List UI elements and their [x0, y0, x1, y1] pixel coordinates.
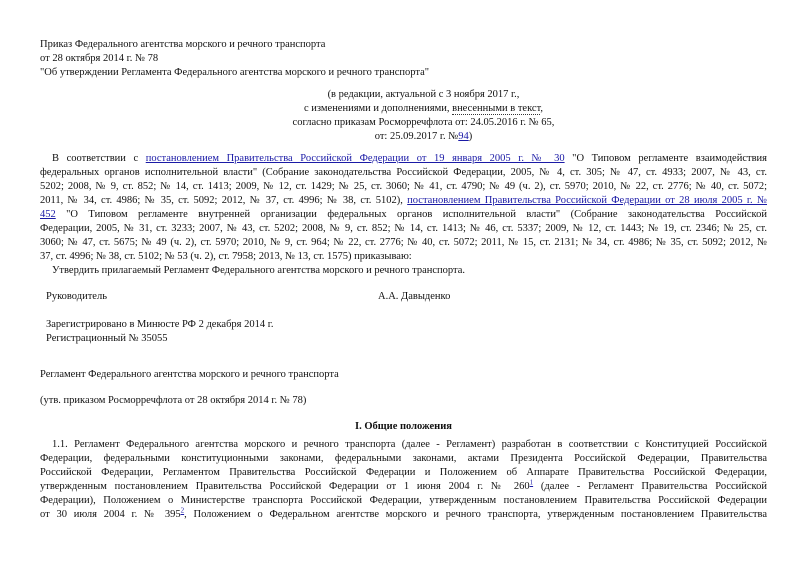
clause-1-1-line-6 [40, 508, 767, 522]
clause-1-1-line-1: 1.1. Регламент Федерального агентства морского и речного транспорта (далее - Регламент) разработан в соответствии с Конституцией Российской [52, 439, 767, 450]
edition-line-4-text: от: 25.09.2017 г. № [374, 131, 459, 142]
registration-line-2: Регистрационный № 35055 [46, 333, 168, 344]
clause-text: утвержденным постановлением Правительства Российской Федерации от 1 июня 2004 г. № 260 [40, 481, 530, 492]
preamble-text: "О Типовом регламенте внутренней организации федеральных органов исполнительной власти" (Собрание законодательства Российской [55, 209, 767, 220]
doc-title-line-3: "Об утверждении Регламента Федерального агентства морского и речного транспорта" [40, 67, 430, 78]
clause-text: , Положением о Федеральном агентстве морского и речного транспорта, утвержденным постановлением Правительства [184, 509, 767, 520]
edition-line-3: согласно приказам Росморречфлота от: 24.05.2016 г. № 65, [292, 117, 555, 128]
regulation-title: Регламент Федерального агентства морского и речного транспорта [40, 369, 339, 380]
clause-1-1-line-5: Федерации), Положением о Министерстве транспорта Российской Федерации, утвержденным постановлением Правительства Российской Федерации [40, 495, 767, 506]
edition-line-2-comma: , [540, 103, 543, 114]
footnote-2-link[interactable]: 2 [180, 506, 185, 515]
registration-line-1: Зарегистрировано в Минюсте РФ 2 декабря 2014 г. [46, 319, 274, 330]
decree-452-link[interactable]: постановлением Правительства Российской Федерации от 28 июля 2005 г. № [407, 195, 767, 206]
decree-452-link-number[interactable]: 452 [40, 209, 56, 220]
preamble-line-6: Федерации, 2005, № 31, ст. 3233; 2007, № 43, ст. 5202; 2008, № 9, ст. 852; № 14, ст. 1413; № 46, ст. 5337; 2009, № 12, ст. 1443; № 19, ст. 2346; № 25, ст. [40, 223, 767, 234]
clause-1-1-line-4 [40, 480, 767, 494]
preamble-text: 2011, № 34, ст. 4986; № 35, ст. 5092; 2012, № 37, ст. 4996; № 38, ст. 5102), [40, 195, 408, 206]
signature-role: Руководитель [46, 291, 107, 302]
preamble-line-5 [40, 208, 767, 222]
preamble-text: "О Типовом регламенте взаимодействия [564, 153, 767, 164]
preamble-line-2: федеральных органов исполнительной власти" (Собрание законодательства Российской Федерации, 2005, № 4, ст. 305; № 47, ст. 4933; 2007, № 43, ст. [40, 167, 767, 178]
edition-line-4 [20, 130, 807, 144]
footnote-1-link[interactable]: 1 [529, 478, 534, 487]
clause-1-1-line-3: Российской Федерации, Регламентом Правительства Российской Федерации и Положением об Аппарате Правительства Российской Федерации, [40, 467, 767, 478]
decree-30-link[interactable]: постановлением Правительства Российской Федерации от 19 января 2005 г. № 30 [145, 153, 565, 164]
amendments-link[interactable]: внесенными в текст [452, 103, 541, 114]
preamble-line-1 [52, 152, 767, 166]
doc-title-line-2: от 28 октября 2014 г. № 78 [40, 53, 159, 64]
preamble-line-3: 5202; 2008, № 9, ст. 852; № 14, ст. 1413; 2009, № 12, ст. 1429; № 25, ст. 3060; № 41, ст. 4790; № 49 (ч. 2), ст. 5970; 2010, № 22, ст. 2776; № 40, ст. 5072; [40, 181, 767, 192]
preamble-line-7: 3060; № 47, ст. 5675; № 49 (ч. 2), ст. 5970; 2010, № 9, ст. 964; № 22, ст. 2776; № 40, ст. 5072; 2011, № 15, ст. 2131; № 34, ст. 4986; № 35, ст. 5092; 2012, № [40, 237, 767, 248]
preamble-line-8: 37, ст. 4996; № 38, ст. 5102; № 53 (ч. 2), ст. 7958; 2013, № 13, ст. 1575) приказываю: [40, 251, 412, 262]
edition-line-2 [20, 102, 807, 116]
preamble-text: В соответствии с [52, 153, 146, 164]
order-94-link[interactable]: 94 [458, 131, 469, 142]
order-text: Утвердить прилагаемый Регламент Федерального агентства морского и речного транспорта. [52, 265, 466, 276]
section-heading: I. Общие положения [355, 421, 452, 432]
clause-1-1-line-2: Федерации, федеральными конституционными законами, федеральными законами, актами Президента Российской Федерации, Правительства [40, 453, 767, 464]
clause-text: от 30 июля 2004 г. № 395 [40, 509, 181, 520]
clause-text: (далее - Регламент Правительства Российской [533, 481, 767, 492]
doc-title-line-1: Приказ Федерального агентства морского и речного транспорта [40, 39, 326, 50]
preamble-line-4 [40, 194, 767, 208]
edition-line-2-text: с изменениями и дополнениями, [303, 103, 453, 114]
edition-line-4-paren: ) [468, 131, 473, 142]
edition-line-1: (в редакции, актуальной с 3 ноября 2017 г., [327, 89, 520, 100]
signature-name: А.А. Давыденко [378, 291, 451, 302]
regulation-approved: (утв. приказом Росморречфлота от 28 октября 2014 г. № 78) [40, 395, 307, 406]
